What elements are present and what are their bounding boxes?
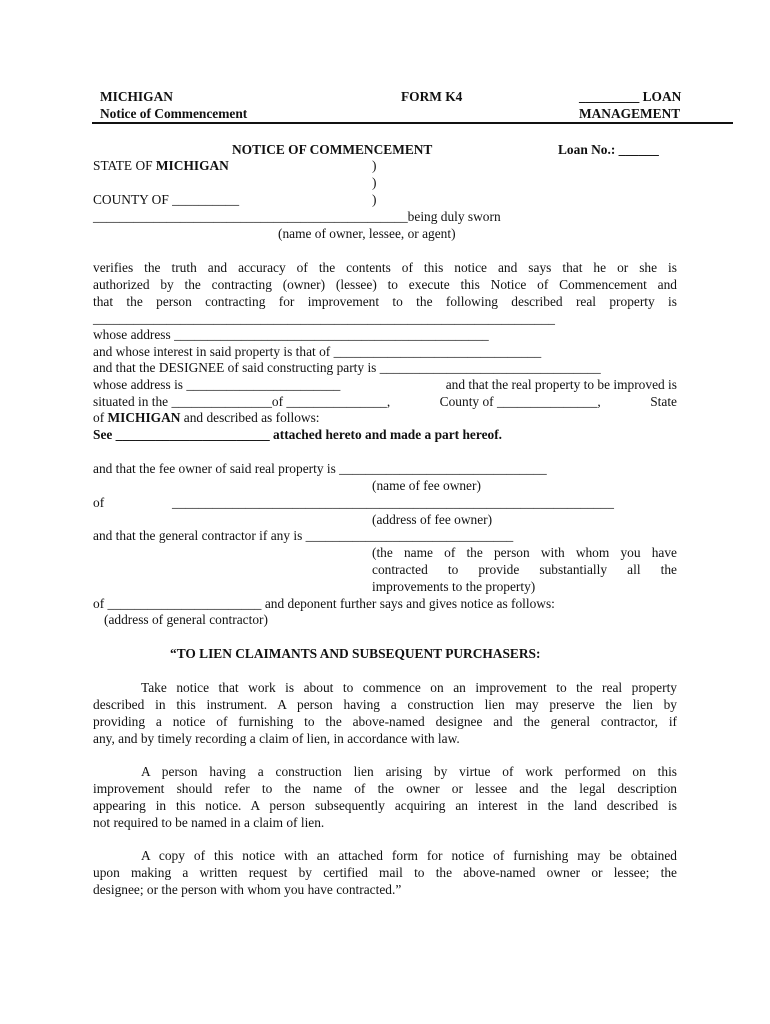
state-label: STATE OF bbox=[93, 158, 156, 173]
verify-line: verifies the truth and accuracy of the contents of this notice and says that he or she is bbox=[93, 260, 677, 275]
fee-owner-address-line: __________________________________________________________________ bbox=[172, 495, 614, 510]
paren-1: ) bbox=[372, 158, 377, 173]
described-text: and described as follows: bbox=[180, 410, 320, 425]
see-attached-line bbox=[93, 426, 502, 443]
notice-heading: “TO LIEN CLAIMANTS AND SUBSEQUENT PURCHASERS: bbox=[170, 646, 541, 661]
notice-line: designee; or the person with whom you have contracted.” bbox=[93, 882, 402, 897]
general-contractor-address-caption: (address of general contractor) bbox=[104, 612, 268, 627]
whose-address-line: whose address _______________________________________________ bbox=[93, 327, 489, 342]
notice-line: upon making a written request by certified mail to the above-named owner or lessee; the bbox=[93, 865, 677, 880]
notice-line: any, and by timely recording a claim of lien, in accordance with law. bbox=[93, 731, 460, 746]
fee-owner-of-label: of bbox=[93, 495, 105, 510]
notice-line: described in this instrument. A person having a construction lien may preserve the lien by bbox=[93, 697, 677, 712]
notice-line: improvement should refer to the name of the owner or lessee and the legal description bbox=[93, 781, 677, 796]
notice-paragraph-3 bbox=[93, 847, 677, 898]
situated-county: County of _______________, bbox=[439, 394, 601, 409]
described-line bbox=[93, 409, 320, 426]
situated-line bbox=[93, 393, 677, 410]
property-blank-line: _____________________________________________________________________ bbox=[93, 311, 555, 326]
designee-address: whose address is _______________________ bbox=[93, 377, 341, 392]
header-doc-name: Notice of Commencement bbox=[100, 106, 248, 121]
notice-line: appearing in this notice. A person subsequently acquiring an interest in the land described is bbox=[93, 798, 677, 813]
of-label: of bbox=[93, 410, 108, 425]
verify-paragraph bbox=[93, 259, 677, 310]
gc-caption-line: improvements to the property) bbox=[372, 579, 536, 594]
header-loan-line: _________ LOAN bbox=[579, 89, 682, 104]
state-name: MICHIGAN bbox=[155, 158, 229, 173]
situated-city: situated in the _______________of _______________, bbox=[93, 394, 391, 409]
verify-line: authorized by the contracting (owner) (lessee) to execute this Notice of Commencement and bbox=[93, 277, 677, 292]
situated-state-label: State bbox=[650, 394, 677, 409]
verify-line: that the person contracting for improvement to the following described real property is bbox=[93, 294, 677, 309]
notice-line: Take notice that work is about to commence on an improvement to the real property bbox=[141, 680, 677, 695]
county-line: COUNTY OF __________ bbox=[93, 192, 240, 207]
state-line bbox=[93, 157, 229, 174]
header-state: MICHIGAN bbox=[100, 89, 173, 104]
see-blank: See _______________________ bbox=[93, 427, 270, 442]
see-attached-text: attached hereto and made a part hereof. bbox=[269, 427, 503, 442]
header-management: MANAGEMENT bbox=[579, 106, 681, 121]
fee-owner-caption: (name of fee owner) bbox=[372, 478, 481, 493]
designee-address-line bbox=[93, 376, 677, 393]
form-title: NOTICE OF COMMENCEMENT bbox=[232, 142, 433, 157]
paren-3: ) bbox=[372, 192, 377, 207]
notice-paragraph-1 bbox=[93, 679, 677, 747]
fee-owner-address-caption: (address of fee owner) bbox=[372, 512, 493, 527]
header-rule bbox=[92, 122, 733, 124]
general-contractor-line: and that the general contractor if any is _______________________________ bbox=[93, 528, 514, 543]
general-contractor-address-line: of _______________________ and deponent further says and gives notice as follows: bbox=[93, 596, 555, 611]
notice-paragraph-2 bbox=[93, 763, 677, 831]
of-state: MICHIGAN bbox=[107, 410, 181, 425]
designee-line: and that the DESIGNEE of said constructing party is _________________________________ bbox=[93, 360, 601, 375]
fee-owner-line: and that the fee owner of said real property is _______________________________ bbox=[93, 461, 547, 476]
gc-caption-line: (the name of the person with whom you have bbox=[372, 545, 677, 560]
sworn-caption: (name of owner, lessee, or agent) bbox=[278, 226, 456, 241]
sworn-line: _______________________________________________being duly sworn bbox=[93, 209, 501, 224]
notice-line: A copy of this notice with an attached form for notice of furnishing may be obtained bbox=[141, 848, 677, 863]
notice-line: providing a notice of furnishing to the above-named designee and the general contractor, if bbox=[93, 714, 677, 729]
gc-caption-line: contracted to provide substantially all the bbox=[372, 562, 677, 577]
notice-line: not required to be named in a claim of lien. bbox=[93, 815, 325, 830]
header-form-number: FORM K4 bbox=[401, 89, 463, 104]
notice-line: A person having a construction lien arising by virtue of work performed on this bbox=[141, 764, 677, 779]
loan-number: Loan No.: ______ bbox=[558, 142, 659, 157]
general-contractor-caption bbox=[372, 544, 677, 595]
property-improved-text: and that the real property to be improved is bbox=[445, 377, 677, 392]
paren-2: ) bbox=[372, 175, 377, 190]
interest-line: and whose interest in said property is that of _______________________________ bbox=[93, 344, 542, 359]
